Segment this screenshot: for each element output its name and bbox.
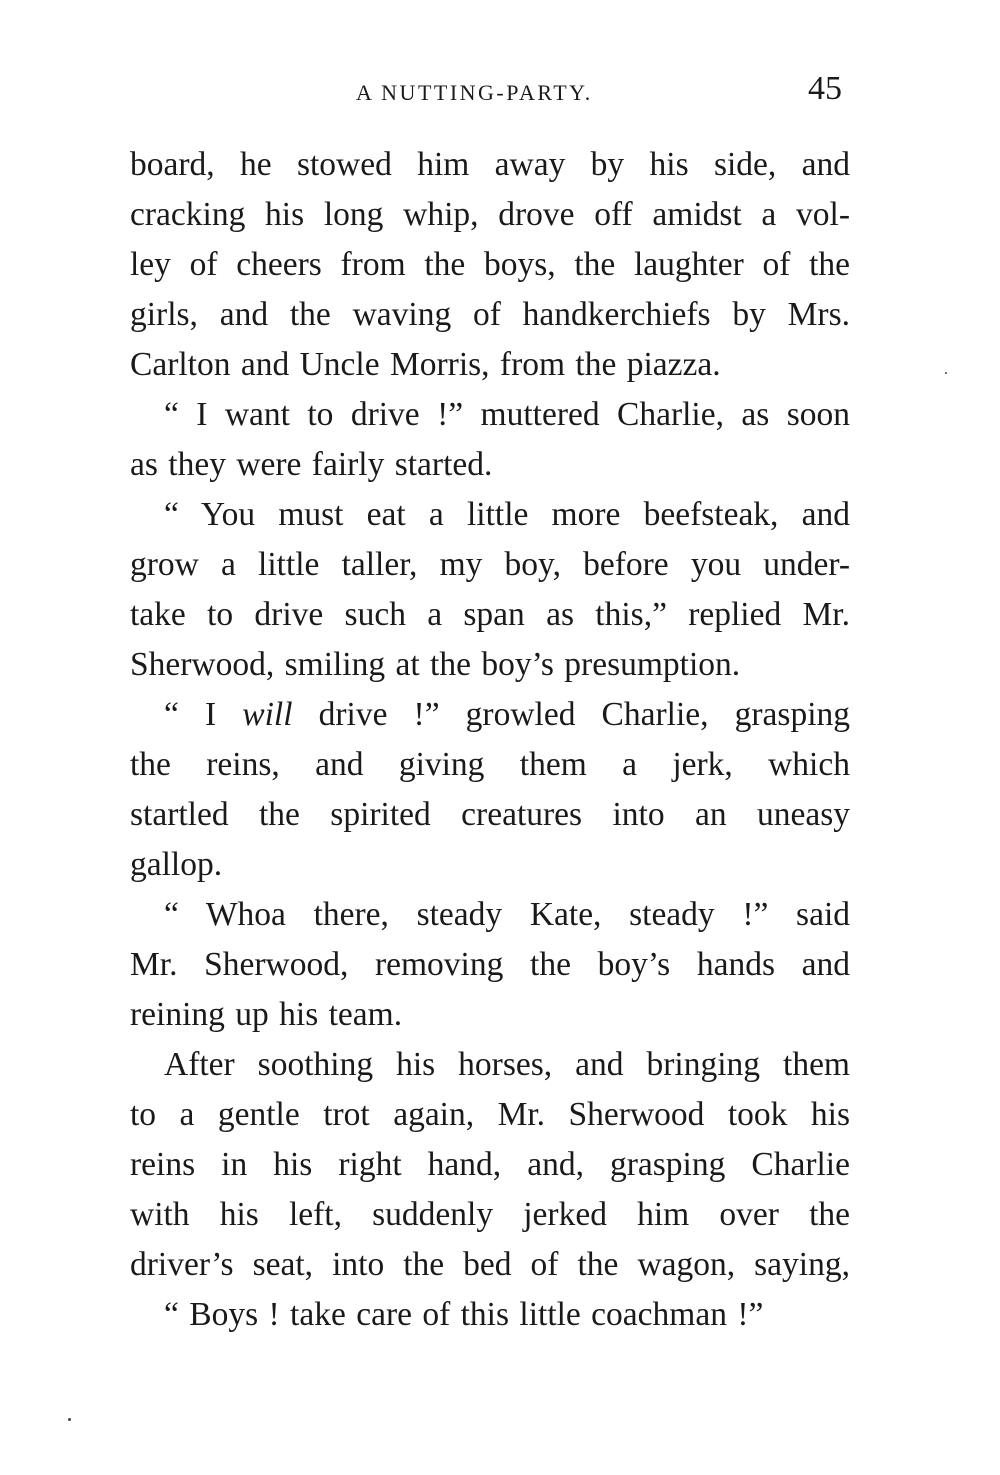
- text-line: as they were fairly started.: [130, 446, 493, 483]
- paragraph: [130, 1040, 850, 1290]
- text-line: “ You must eat a little more beefsteak, and: [164, 496, 850, 533]
- text-line: startled the spirited creatures into an uneasy: [130, 796, 850, 833]
- running-head: [130, 70, 850, 120]
- paragraph: [130, 140, 850, 390]
- page-number: 45: [808, 70, 842, 107]
- text-line: take to drive such a span as this,” replied Mr.: [130, 596, 850, 633]
- text-line: to a gentle trot again, Mr. Sherwood took his: [130, 1096, 850, 1133]
- text-line: board, he stowed him away by his side, and: [130, 146, 850, 183]
- paragraph: [130, 490, 850, 690]
- print-speck: [945, 372, 947, 374]
- paragraph: [130, 890, 850, 1040]
- paragraph: [130, 390, 850, 490]
- text-line: Mr. Sherwood, removing the boy’s hands and: [130, 946, 850, 983]
- emphasized-word: will: [242, 696, 293, 733]
- print-speck: [68, 1418, 71, 1421]
- paragraph: [130, 1290, 850, 1340]
- text-line: [130, 690, 850, 740]
- text-line: reins in his right hand, and, grasping Charlie: [130, 1146, 850, 1183]
- text-line: gallop.: [130, 846, 223, 883]
- text-line: girls, and the waving of handkerchiefs by Mrs.: [130, 296, 850, 333]
- text-line: reining up his team.: [130, 996, 403, 1033]
- line-text-after: drive !” growled Charlie, grasping: [292, 696, 850, 733]
- body-text: [130, 140, 850, 1340]
- text-line: driver’s seat, into the bed of the wagon, saying,: [130, 1246, 850, 1283]
- text-line: with his left, suddenly jerked him over the: [130, 1196, 850, 1233]
- text-line: After soothing his horses, and bringing them: [164, 1046, 850, 1083]
- page-content: [130, 70, 850, 1340]
- text-line: ley of cheers from the boys, the laughter of the: [130, 246, 850, 283]
- text-line: Sherwood, smiling at the boy’s presumption.: [130, 646, 741, 683]
- text-line: the reins, and giving them a jerk, which: [130, 746, 850, 783]
- text-line: “ I want to drive !” muttered Charlie, as soon: [164, 396, 850, 433]
- paragraph: [130, 690, 850, 890]
- line-text-before: “ I: [164, 696, 243, 733]
- text-line: cracking his long whip, drove off amidst a vol-: [130, 196, 850, 233]
- text-line: “ Boys ! take care of this little coachman !”: [164, 1296, 764, 1333]
- running-title: A NUTTING-PARTY.: [356, 80, 593, 105]
- text-line: Carlton and Uncle Morris, from the piazza.: [130, 346, 721, 383]
- text-line: “ Whoa there, steady Kate, steady !” said: [164, 896, 850, 933]
- text-line: grow a little taller, my boy, before you under-: [130, 546, 850, 583]
